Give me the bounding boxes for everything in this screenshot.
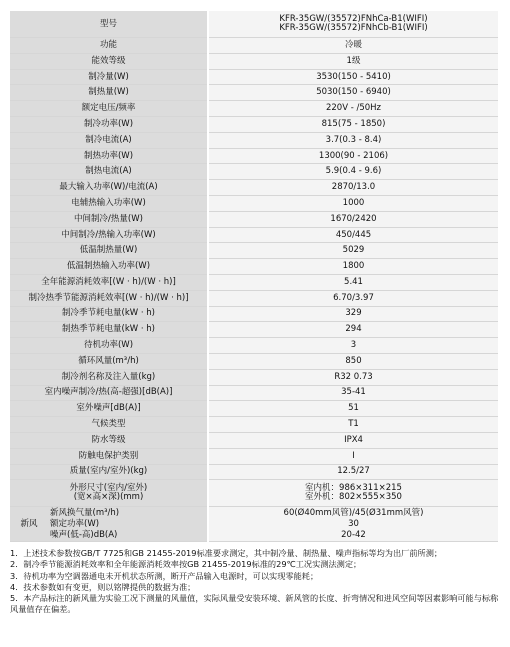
note-1: 1．上述技术参数按GB/T 7725和GB 21455-2019标准要求测定，其中制冷量、制热量、噪声指标等均为出厂前所测； [10,548,443,558]
spec-label: 待机功率(W) [10,338,208,354]
spec-value: 3.7(0.3 - 8.4) [208,132,498,148]
spec-label: 最大输入功率(W)/电流(A) [10,180,208,196]
spec-label: 全年能源消耗效率[(W · h)/(W · h)] [10,274,208,290]
dims-label [10,480,208,507]
fresh-air-row [10,507,498,542]
spec-row [10,464,498,480]
spec-label: 循环风量(m³/h) [10,353,208,369]
header-value [208,11,498,38]
spec-row [10,338,498,354]
fresh-air-volume: 60(Ø40mm风管)/45(Ø31mm风管) [283,507,424,518]
fresh-air-power-label: 额定功率(W) [50,518,100,529]
spec-row [10,195,498,211]
spec-row [10,274,498,290]
spec-row [10,69,498,85]
spec-value: 815(75 - 1850) [208,116,498,132]
spec-label: 功能 [10,38,208,54]
spec-label: 中间制冷/热量(W) [10,211,208,227]
model-line-1: KFR-35GW/(35572)FNhCa-B1(WIFI) [279,14,428,25]
spec-label: 能效等级 [10,53,208,69]
spec-value: 294 [208,322,498,338]
spec-row [10,53,498,69]
spec-value: 1000 [208,195,498,211]
spec-row [10,385,498,401]
spec-row [10,148,498,164]
note-3: 3．待机功率为空调器通电未开机状态所测，断开产品输入电源时，可以实现零能耗； [10,570,319,581]
header-label: 型号 [10,11,208,38]
spec-value: 2870/13.0 [208,180,498,196]
spec-value: 450/445 [208,227,498,243]
spec-row [10,101,498,117]
spec-row [10,353,498,369]
spec-row [10,417,498,433]
spec-value: IPX4 [208,432,498,448]
spec-row [10,164,498,180]
spec-value: 220V - /50Hz [208,101,498,117]
spec-row [10,369,498,385]
spec-value: 12.5/27 [208,464,498,480]
spec-label: 制冷电流(A) [10,132,208,148]
spec-value: 1800 [208,259,498,275]
spec-value: R32 0.73 [208,369,498,385]
spec-row [10,290,498,306]
spec-row [10,132,498,148]
spec-label: 制热季节耗电量(kW · h) [10,322,208,338]
spec-row [10,448,498,464]
dims-indoor: 室内机：986×311×215 [305,483,402,494]
fresh-air-title: 新风 [20,518,38,529]
spec-label: 低温制热量(W) [10,243,208,259]
notes [10,548,502,616]
spec-value: I [208,448,498,464]
model-line-2: KFR-35GW/(35572)FNhCb-B1(WIFI) [279,23,428,33]
note-4: 4．技术参数如有变更，则以铭牌提供的数据为准； [10,581,196,592]
spec-value: 6.70/3.97 [208,290,498,306]
spec-label: 低温制热输入功率(W) [10,259,208,275]
spec-label: 电辅热输入功率(W) [10,195,208,211]
spec-row [10,259,498,275]
spec-label: 制冷量(W) [10,69,208,85]
spec-label: 室内噪声制冷/热(高-超强)[dB(A)] [10,385,208,401]
spec-label: 制热功率(W) [10,148,208,164]
spec-value: T1 [208,417,498,433]
dims-value [208,480,498,507]
spec-label: 制热量(W) [10,85,208,101]
spec-row [10,243,498,259]
spec-row [10,211,498,227]
fresh-air-group [12,507,205,541]
fresh-air-label [10,507,208,542]
spec-row [10,401,498,417]
spec-label: 中间制冷/热输入功率(W) [10,227,208,243]
spec-table [10,11,498,542]
spec-label: 制冷剂名称及注入量(kg) [10,369,208,385]
spec-value: 3 [208,338,498,354]
spec-row [10,85,498,101]
spec-value: 1300(90 - 2106) [208,148,498,164]
spec-label: 制热电流(A) [10,164,208,180]
spec-label: 制冷功率(W) [10,116,208,132]
fresh-air-sublabels [46,508,205,541]
spec-label: 制冷热季节能源消耗效率[(W · h)/(W · h)] [10,290,208,306]
spec-row [10,432,498,448]
spec-value: 5.41 [208,274,498,290]
fresh-air-values [208,507,498,542]
dims-outdoor: 室外机：802×555×350 [305,492,402,503]
dims-label-line-1: 外形尺寸(室内/室外) [69,483,148,494]
spec-value: 3530(150 - 5410) [208,69,498,85]
spec-value: 1级 [208,53,498,69]
spec-value: 5.9(0.4 - 9.6) [208,164,498,180]
spec-label: 制冷季节耗电量(kW · h) [10,306,208,322]
fresh-air-noise-label: 噪声(低-高)dB(A) [50,529,118,540]
spec-value: 5030(150 - 6940) [208,85,498,101]
note-2: 2．制冷季节能源消耗效率和全年能源消耗效率按GB 21455-2019标准的29℃工况实测法测定； [10,559,362,570]
spec-value: 35-41 [208,385,498,401]
note-5: 5．本产品标注的新风量为实验工况下测量的风量值，实际风量受安装环境、新风管的长度、折弯情况和进风空间等因素影响可能与标称风量值存在偏差。 [10,593,499,615]
fresh-air-power: 30 [348,518,359,529]
fresh-air-noise: 20-42 [341,529,366,540]
spec-row [10,180,498,196]
header-row [10,11,498,38]
spec-label: 气候类型 [10,417,208,433]
spec-label: 质量(室内/室外)(kg) [10,464,208,480]
spec-row [10,116,498,132]
spec-value: 329 [208,306,498,322]
spec-row [10,306,498,322]
fresh-air-volume-label: 新风换气量(m³/h) [50,507,120,518]
spec-value: 850 [208,353,498,369]
spec-label: 防触电保护类别 [10,448,208,464]
spec-label: 防水等级 [10,432,208,448]
spec-value: 51 [208,401,498,417]
spec-row [10,322,498,338]
spec-value: 1670/2420 [208,211,498,227]
spec-value: 5029 [208,243,498,259]
dims-label-line-2: (宽×高×深)(mm) [73,492,144,503]
spec-row [10,227,498,243]
spec-row [10,38,498,54]
spec-label: 室外噪声[dB(A)] [10,401,208,417]
spec-value: 冷暖 [208,38,498,54]
spec-label: 额定电压/频率 [10,101,208,117]
dims-row [10,480,498,507]
